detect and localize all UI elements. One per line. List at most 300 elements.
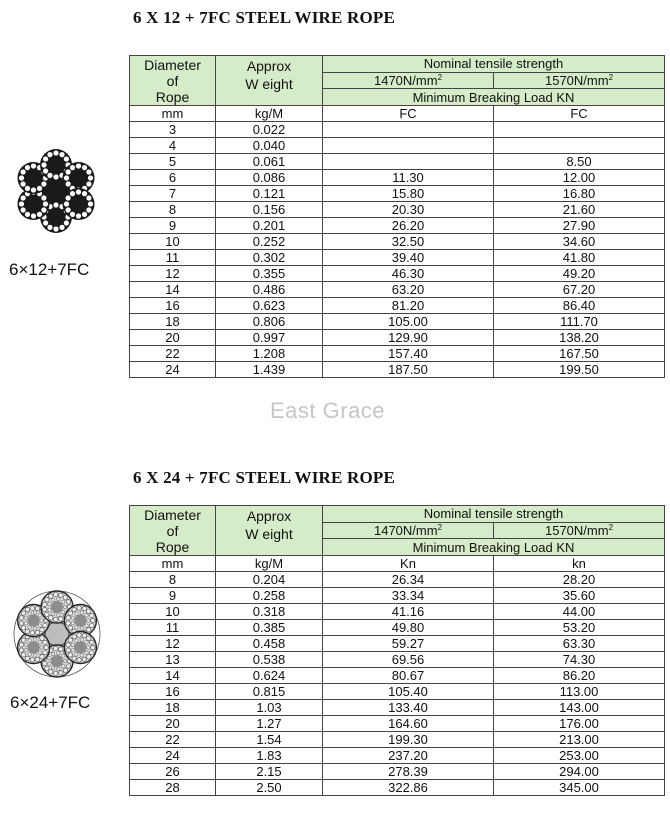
cell-load-1470 <box>323 138 494 154</box>
rope2-wire <box>63 668 67 672</box>
rope2-wire <box>30 606 34 610</box>
table-row <box>130 780 665 796</box>
header-min-breaking-load: Minimum Breaking Load KN <box>323 89 665 106</box>
rope1-wire <box>19 175 24 180</box>
rope2-wire <box>77 658 81 662</box>
table-row <box>130 748 665 764</box>
rope2-wire <box>66 621 70 625</box>
rope-cross-section-6x24-icon <box>13 590 101 678</box>
cell-diameter: 28 <box>130 780 216 796</box>
rope2-wire <box>53 617 57 621</box>
cell-load-1470: 26.34 <box>323 572 494 588</box>
cell-load-1470: 26.20 <box>323 218 494 234</box>
rope2-wire <box>59 617 63 621</box>
rope2-wire <box>51 612 55 616</box>
cell-load-1570: 167.50 <box>494 346 665 362</box>
cell-load-1470: 157.40 <box>323 346 494 362</box>
cell-load-1570: 44.00 <box>494 604 665 620</box>
cell-weight: 0.258 <box>216 588 323 604</box>
rope2-wire <box>59 647 63 651</box>
cell-diameter: 13 <box>130 652 216 668</box>
cell-load-1470: 133.40 <box>323 700 494 716</box>
cell-diameter: 18 <box>130 314 216 330</box>
table-row <box>130 330 665 346</box>
rope1-wire <box>53 226 58 231</box>
rope1-wire <box>47 173 52 178</box>
cell-weight: 0.815 <box>216 684 323 700</box>
rope2-wire <box>71 616 75 620</box>
section1-title: 6 X 12 + 7FC STEEL WIRE ROPE <box>133 8 395 27</box>
unit-col-1570: FC <box>494 106 665 122</box>
header-strength-1570-label: 1570N/mm <box>544 72 609 88</box>
cell-diameter: 24 <box>130 748 216 764</box>
cell-load-1570: 86.20 <box>494 668 665 684</box>
rope1-wire <box>25 186 30 191</box>
table-row <box>130 138 665 154</box>
rope2-wire <box>85 651 89 655</box>
rope1-wire <box>25 165 30 170</box>
rope1-wire <box>25 212 30 217</box>
cell-load-1470 <box>323 154 494 170</box>
cell-load-1470: 80.67 <box>323 668 494 684</box>
cell-diameter: 10 <box>130 604 216 620</box>
rope1-wire <box>76 189 81 194</box>
cell-load-1570: 53.20 <box>494 620 665 636</box>
cell-load-1470: 322.86 <box>323 780 494 796</box>
rope2-wire <box>51 598 55 602</box>
header-weight <box>216 506 323 556</box>
cell-load-1470: 81.20 <box>323 298 494 314</box>
table-row <box>130 700 665 716</box>
unit-col-1570: kn <box>494 556 665 572</box>
cell-weight: 1.439 <box>216 362 323 378</box>
cell-load-1570: 74.30 <box>494 652 665 668</box>
cell-load-1570: 138.20 <box>494 330 665 346</box>
rope1-wire <box>20 207 25 212</box>
cell-diameter: 3 <box>130 122 216 138</box>
cell-load-1470: 237.20 <box>323 748 494 764</box>
rope2-wire <box>80 654 84 658</box>
rope2-wire <box>49 616 53 620</box>
cell-load-1570: 27.90 <box>494 218 665 234</box>
rope2-wire <box>40 619 44 623</box>
rope2-wire <box>63 659 67 663</box>
cell-load-1570: 63.30 <box>494 636 665 652</box>
rope2-wire <box>68 611 72 615</box>
rope2-wire <box>66 664 70 668</box>
rope2-wire <box>44 645 48 649</box>
cell-diameter: 10 <box>130 234 216 250</box>
cell-weight: 0.385 <box>216 620 323 636</box>
rope1-wire <box>43 220 48 225</box>
header-diameter-line: Rope <box>155 539 190 555</box>
cell-weight: 1.03 <box>216 700 323 716</box>
rope2-wire <box>25 629 29 633</box>
cell-load-1570: 199.50 <box>494 362 665 378</box>
cell-weight: 0.997 <box>216 330 323 346</box>
cell-diameter: 8 <box>130 572 216 588</box>
rope1-wire <box>43 201 48 206</box>
rope2-wire <box>68 626 72 630</box>
table-row <box>130 154 665 170</box>
header-weight-line: W eight <box>245 76 293 92</box>
rope2-wire <box>85 614 89 618</box>
rope1-wire <box>59 225 64 230</box>
rope1-wire <box>41 207 46 212</box>
rope2-wire <box>21 626 25 630</box>
cell-weight: 0.201 <box>216 218 323 234</box>
cell-diameter: 9 <box>130 218 216 234</box>
rope1-wire <box>53 174 58 179</box>
header-strength-1570-sup: 2 <box>608 72 614 82</box>
table-row <box>130 636 665 652</box>
rope2-wire <box>35 606 39 610</box>
rope2-wire <box>72 656 76 660</box>
cell-load-1570 <box>494 138 665 154</box>
rope2-wire <box>40 646 44 650</box>
cell-diameter: 12 <box>130 266 216 282</box>
table-row <box>130 218 665 234</box>
header-diameter-line: Rope <box>155 89 190 105</box>
cell-weight: 2.15 <box>216 764 323 780</box>
rope1-wire <box>41 195 46 200</box>
header-nominal-tensile: Nominal tensile strength <box>323 506 665 523</box>
cell-load-1470: 63.20 <box>323 282 494 298</box>
cell-diameter: 22 <box>130 732 216 748</box>
table-row <box>130 202 665 218</box>
rope2-wire <box>53 592 57 596</box>
cell-weight: 0.318 <box>216 604 323 620</box>
rope2-wire <box>87 609 91 613</box>
rope1-wire <box>86 195 91 200</box>
cell-load-1470: 278.39 <box>323 764 494 780</box>
header-strength-1470 <box>323 72 494 89</box>
rope1-wire <box>19 201 24 206</box>
cell-load-1570: 86.40 <box>494 298 665 314</box>
rope1-wire <box>43 156 48 161</box>
rope1-wire <box>88 201 93 206</box>
rope2-wire <box>28 612 32 616</box>
rope1-wire <box>31 163 36 168</box>
cell-load-1470: 105.40 <box>323 684 494 700</box>
rope2-wire <box>90 613 94 617</box>
cell-weight: 0.355 <box>216 266 323 282</box>
header-diameter-line: Diameter <box>144 507 201 523</box>
rope2-wire <box>85 641 89 645</box>
rope2-wire <box>25 607 29 611</box>
cell-diameter: 7 <box>130 186 216 202</box>
rope2-wire <box>68 653 72 657</box>
table-row <box>130 250 665 266</box>
rope2-wire <box>28 653 32 657</box>
rope2-wire <box>33 611 37 615</box>
rope2-wire <box>19 621 23 625</box>
cell-load-1470: 15.80 <box>323 186 494 202</box>
rope2-wire <box>80 611 84 615</box>
rope2-wire <box>91 645 95 649</box>
cell-diameter: 14 <box>130 668 216 684</box>
rope1-wire <box>53 202 58 207</box>
table-row <box>130 298 665 314</box>
cell-load-1570: 12.00 <box>494 170 665 186</box>
cell-weight: 1.208 <box>216 346 323 362</box>
rope2-wire <box>57 651 61 655</box>
rope2-wire <box>33 638 37 642</box>
header-strength-1570-sup: 2 <box>608 522 614 532</box>
rope2-wire <box>43 602 47 606</box>
table-row <box>130 266 665 282</box>
header-strength-1570 <box>494 72 665 89</box>
rope2-wire <box>59 671 63 675</box>
cell-diameter: 18 <box>130 700 216 716</box>
rope2-strand-core <box>74 642 86 654</box>
rope2-wire <box>28 626 32 630</box>
rope2-wire <box>80 638 84 642</box>
rope2-wire <box>30 631 34 635</box>
rope2-wire <box>61 600 65 604</box>
table-row <box>130 282 665 298</box>
rope1-wire <box>82 191 87 196</box>
rope2-wire <box>48 662 52 666</box>
cell-weight: 0.061 <box>216 154 323 170</box>
table-row <box>130 716 665 732</box>
rope2-wire <box>66 648 70 652</box>
cell-load-1470: 49.80 <box>323 620 494 636</box>
cell-load-1470: 59.27 <box>323 636 494 652</box>
cell-weight: 2.50 <box>216 780 323 796</box>
rope1-wire <box>47 225 52 230</box>
cell-diameter: 12 <box>130 636 216 652</box>
cell-weight: 0.806 <box>216 314 323 330</box>
cell-load-1570: 49.20 <box>494 266 665 282</box>
cell-load-1470: 32.50 <box>323 234 494 250</box>
rope1-wire <box>20 169 25 174</box>
table-row <box>130 604 665 620</box>
rope1-wire <box>70 191 75 196</box>
rope1-wire <box>20 181 25 186</box>
cell-diameter: 20 <box>130 716 216 732</box>
cell-diameter: 26 <box>130 764 216 780</box>
cell-diameter: 11 <box>130 250 216 266</box>
cell-weight: 1.27 <box>216 716 323 732</box>
rope2-wire <box>53 646 57 650</box>
rope2-wire <box>40 655 44 659</box>
header-strength-1470-sup: 2 <box>437 72 443 82</box>
rope2-wire <box>49 594 53 598</box>
cell-weight: 0.086 <box>216 170 323 186</box>
rope2-wire <box>75 612 79 616</box>
cell-load-1570: 8.50 <box>494 154 665 170</box>
rope1-wire <box>86 207 91 212</box>
cell-diameter: 9 <box>130 588 216 604</box>
header-row <box>130 56 665 73</box>
rope2-wire <box>91 618 95 622</box>
rope2-wire <box>63 596 67 600</box>
rope2-wire <box>38 624 42 628</box>
table-row <box>130 362 665 378</box>
rope2-wire <box>21 611 25 615</box>
cell-diameter: 8 <box>130 202 216 218</box>
rope1-wire <box>66 169 71 174</box>
rope1-wire <box>20 195 25 200</box>
cell-diameter: 5 <box>130 154 216 170</box>
rope2-wire <box>90 640 94 644</box>
rope1-wire <box>41 181 46 186</box>
cell-load-1470: 187.50 <box>323 362 494 378</box>
rope2-strand-core <box>74 615 86 627</box>
unit-kg-per-m: kg/M <box>216 106 323 122</box>
rope2-caption: 6×24+7FC <box>10 693 91 712</box>
rope2-wire <box>72 607 76 611</box>
cell-load-1470 <box>323 122 494 138</box>
cell-load-1470: 105.00 <box>323 314 494 330</box>
cell-load-1470: 41.16 <box>323 604 494 620</box>
rope2-wire <box>66 616 70 620</box>
rope2-wire <box>77 606 81 610</box>
rope1-wire <box>64 175 69 180</box>
table-row <box>130 732 665 748</box>
rope1-wire <box>88 175 93 180</box>
rope2-wire <box>24 616 28 620</box>
header-diameter-line: of <box>166 523 179 539</box>
header-diameter <box>130 56 216 106</box>
cell-load-1470: 129.90 <box>323 330 494 346</box>
header-strength-1570 <box>494 522 665 539</box>
rope2-wire <box>87 628 91 632</box>
rope1-wire <box>41 162 46 167</box>
rope1-wire <box>37 186 42 191</box>
rope2-wire <box>40 636 44 640</box>
rope2-wire <box>38 614 42 618</box>
rope2-wire <box>38 651 42 655</box>
rope2-wire <box>87 646 91 650</box>
table-row <box>130 652 665 668</box>
rope-spec-table-6x12 <box>129 55 665 378</box>
rope2-wire <box>75 653 79 657</box>
header-strength-1470-label: 1470N/mm <box>373 522 438 538</box>
header-strength-1470-sup: 2 <box>437 522 443 532</box>
rope2-wire <box>45 612 49 616</box>
cell-load-1570: 253.00 <box>494 748 665 764</box>
rope2-wire <box>75 639 79 643</box>
cell-load-1570: 41.80 <box>494 250 665 266</box>
rope2-wire <box>35 630 39 634</box>
rope2-wire <box>24 648 28 652</box>
cell-weight: 0.022 <box>216 122 323 138</box>
cell-diameter: 20 <box>130 330 216 346</box>
rope2-wire <box>30 658 34 662</box>
cell-load-1570: 28.20 <box>494 572 665 588</box>
cell-load-1570 <box>494 122 665 138</box>
rope2-wire <box>90 650 94 654</box>
section2-title: 6 X 24 + 7FC STEEL WIRE ROPE <box>133 468 395 487</box>
unit-col-1470: FC <box>323 106 494 122</box>
rope2-wire <box>45 597 49 601</box>
rope2-wire <box>21 638 25 642</box>
rope-spec-table-6x24 <box>129 505 665 796</box>
rope2-wire <box>33 654 37 658</box>
rope2-strand-core <box>28 615 40 627</box>
cell-weight: 0.252 <box>216 234 323 250</box>
header-strength-1570-label: 1570N/mm <box>544 522 609 538</box>
header-weight-line: Approx <box>246 58 292 74</box>
table-row <box>130 620 665 636</box>
rope2-wire <box>53 671 57 675</box>
cell-diameter: 16 <box>130 684 216 700</box>
rope2-wire <box>51 666 55 670</box>
cell-load-1570: 345.00 <box>494 780 665 796</box>
cell-load-1470: 11.30 <box>323 170 494 186</box>
unit-col-1470: Kn <box>323 556 494 572</box>
rope1-wire <box>64 220 69 225</box>
cell-load-1570: 34.60 <box>494 234 665 250</box>
table-row <box>130 764 665 780</box>
rope1-caption: 6×12+7FC <box>9 260 90 279</box>
cell-diameter: 6 <box>130 170 216 186</box>
rope2-wire <box>45 666 49 670</box>
rope2-wire <box>57 613 61 617</box>
table-row <box>130 668 665 684</box>
rope2-wire <box>82 633 86 637</box>
rope1-wire <box>59 152 64 157</box>
cell-load-1470: 164.60 <box>323 716 494 732</box>
header-weight <box>216 56 323 106</box>
header-weight-line: Approx <box>246 508 292 524</box>
cell-weight: 0.204 <box>216 572 323 588</box>
rope2-wire <box>61 610 65 614</box>
rope2-wire <box>61 664 65 668</box>
cell-load-1470: 69.56 <box>323 652 494 668</box>
rope2-wire <box>87 636 91 640</box>
rope1-wire <box>64 156 69 161</box>
rope2-wire <box>72 634 76 638</box>
cell-load-1470: 39.40 <box>323 250 494 266</box>
rope1-wire <box>82 165 87 170</box>
rope1-wire <box>66 207 71 212</box>
rope2-wire <box>35 657 39 661</box>
rope1-wire <box>66 195 71 200</box>
cell-weight: 0.121 <box>216 186 323 202</box>
cell-load-1470: 46.30 <box>323 266 494 282</box>
rope1-wire <box>76 163 81 168</box>
header-diameter <box>130 506 216 556</box>
rope1-wire <box>37 212 42 217</box>
rope1-wire <box>31 187 36 192</box>
rope2-strand-core <box>51 655 63 667</box>
cell-diameter: 14 <box>130 282 216 298</box>
rope2-wire <box>90 623 94 627</box>
rope2-wire <box>43 640 47 644</box>
rope2-wire <box>43 607 47 611</box>
rope2-wire <box>43 650 47 654</box>
cell-weight: 0.156 <box>216 202 323 218</box>
rope2-wire <box>77 633 81 637</box>
table-row <box>130 122 665 138</box>
rope2-wire <box>82 606 86 610</box>
cell-weight: 1.83 <box>216 748 323 764</box>
cell-load-1470: 20.30 <box>323 202 494 218</box>
rope2-wire <box>75 626 79 630</box>
table-row <box>130 186 665 202</box>
table-row <box>130 234 665 250</box>
table-row <box>130 170 665 186</box>
header-diameter-line: Diameter <box>144 57 201 73</box>
rope2-wire <box>57 597 61 601</box>
rope2-wire <box>66 600 70 604</box>
header-nominal-tensile: Nominal tensile strength <box>323 56 665 73</box>
header-weight-line: W eight <box>245 526 293 542</box>
rope1-wire <box>47 152 52 157</box>
